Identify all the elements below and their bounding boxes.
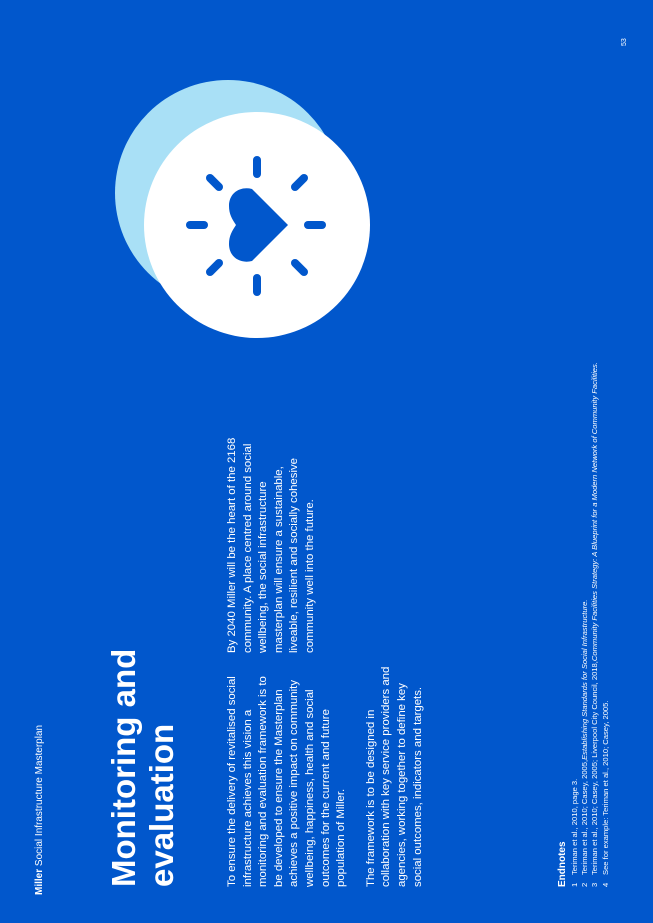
paragraph: The framework is to be designed in collaboration with key service providers and agencies, working together to define key social outcomes, indicators and targets. (364, 666, 424, 887)
endnote-number: 3 (590, 882, 600, 887)
brand-name: Miller (34, 868, 45, 895)
endnote-item (601, 327, 611, 887)
endnote-text: Teriman et al., 2010; Casey, 2005, (580, 759, 590, 875)
paragraph: By 2040 Miller will be the heart of the 2168 community. A place centred around social wellbeing, the social infrastructure masterplan will ensure a sustainable, liveable, resilient and socially cohesive community well into the future. (226, 437, 316, 653)
running-header (34, 725, 45, 895)
endnote-number: 2 (580, 882, 590, 887)
endnote-item (590, 327, 600, 887)
endnote-item (580, 327, 590, 887)
body-column-1 (225, 662, 440, 887)
paragraph: To ensure the delivery of revitalised social infrastructure achieves this vision a monitoring and evaluation framework is to be developed to ensure the Masterplan achieves a positive impact on community wellbeing, happiness, health and social outcomes for the current and future population of Miller. (226, 676, 348, 887)
document-subtitle: Social Infrastructure Masterplan (34, 724, 45, 867)
endnote-item (570, 327, 580, 887)
endnote-text: Teriman et al., 2010, page 3. (570, 778, 579, 875)
page-number: 53 (621, 38, 628, 46)
endnotes-heading: Endnotes (557, 841, 568, 887)
endnotes-list (570, 327, 611, 887)
endnote-text: Teriman et al., 2010; Casey, 2005; Liverpool City Council, 2018, (590, 661, 600, 875)
page-title: Monitoring and evaluation (105, 648, 180, 887)
body-column-2 (225, 423, 333, 653)
endnote-number: 1 (570, 882, 579, 887)
endnote-title: Community Facilities Strategy: A Blueprint for a Modern Network of Community Facilities. (590, 362, 600, 662)
endnote-number: 4 (600, 882, 610, 887)
endnote-title: Establishing Standards for Social Infrastructure. (580, 599, 590, 760)
endnote-text: See for example: Teriman et al., 2010; Casey, 2005. (600, 700, 610, 875)
